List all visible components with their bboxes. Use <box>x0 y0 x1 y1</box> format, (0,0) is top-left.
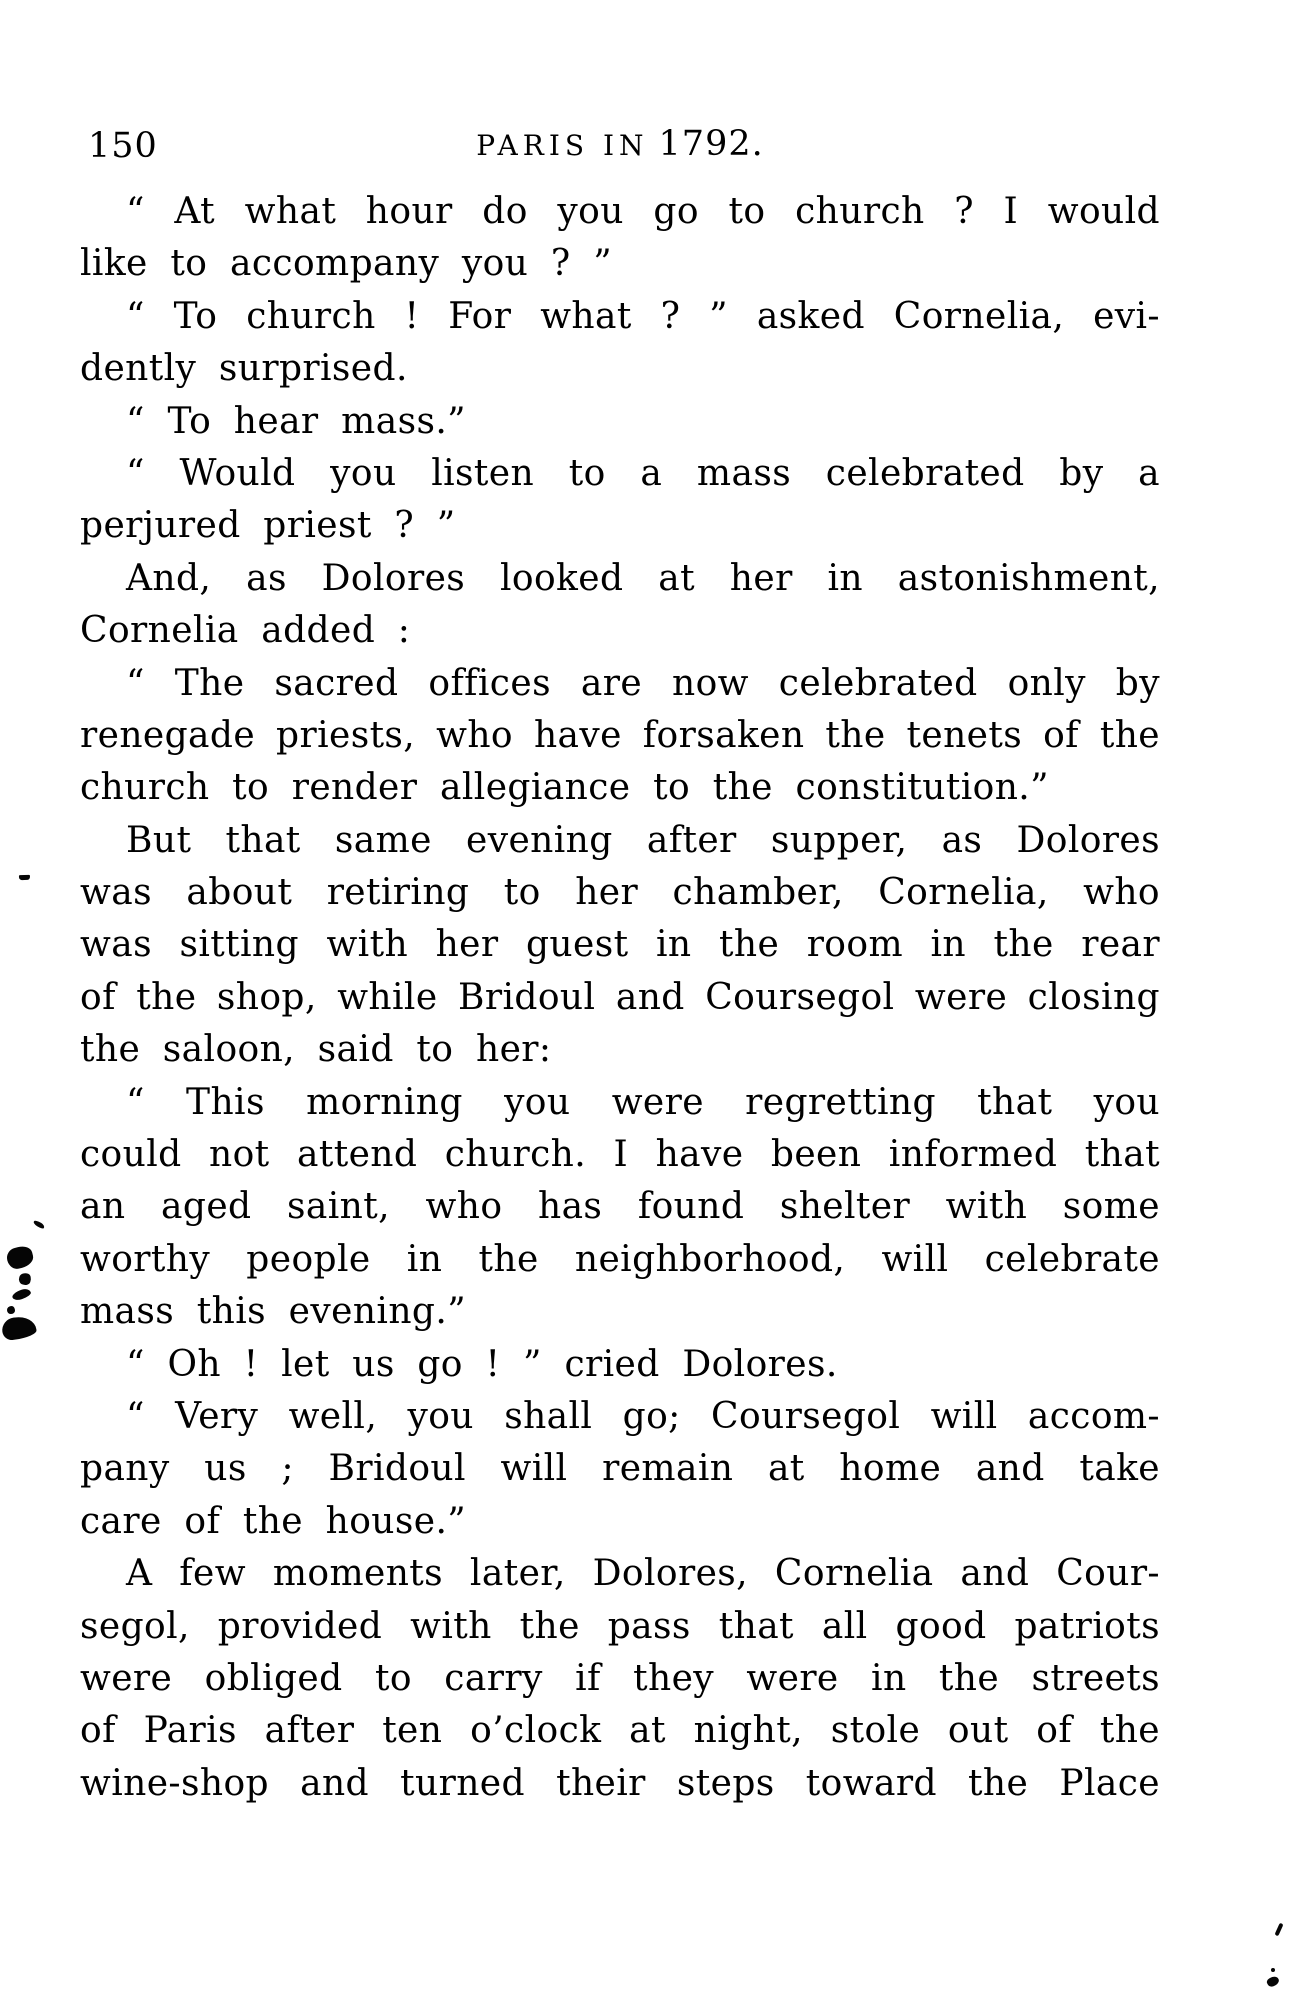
text-line: was about retiring to her chamber, Cornelia, who <box>80 872 1160 914</box>
margin-dash-mark <box>19 875 30 880</box>
text-line: an aged saint, who has found shelter with some <box>80 1186 1160 1228</box>
text-line: could not attend church. I have been informed that <box>80 1134 1160 1176</box>
text-line: renegade priests, who have forsaken the tenets of the <box>80 714 1160 756</box>
text-line: worthy people in the neighborhood, will celebrate <box>80 1238 1160 1280</box>
running-title-text: PARIS IN <box>476 129 649 162</box>
text-line: “ Very well, you shall go; Coursegol will accom- <box>126 1395 1160 1437</box>
text-line: And, as Dolores looked at her in astonishment, <box>126 557 1160 599</box>
text-line: care of the house.” <box>80 1500 467 1542</box>
text-line: “ Would you listen to a mass celebrated by a <box>126 452 1160 494</box>
page-header <box>80 124 1160 174</box>
body-text-block <box>80 186 1160 1810</box>
corner-speck <box>1266 1975 1281 1989</box>
running-title-year: 1792. <box>658 124 764 164</box>
ink-smudge <box>5 1244 35 1271</box>
text-line: like to accompany you ? ” <box>80 243 613 285</box>
text-line: Cornelia added : <box>80 610 411 652</box>
text-line: A few moments later, Dolores, Cornelia and Cour- <box>126 1553 1160 1595</box>
text-line: mass this evening.” <box>80 1291 467 1333</box>
corner-speck <box>1271 1968 1275 1972</box>
text-line: perjured priest ? ” <box>80 505 456 547</box>
text-line: were obliged to carry if they were in the streets <box>80 1657 1160 1699</box>
text-line: the saloon, said to her: <box>80 1029 552 1071</box>
text-line: was sitting with her guest in the room in the rear <box>80 924 1160 966</box>
ink-smudge <box>1 1315 38 1342</box>
text-line: “ To church ! For what ? ” asked Cornelia, evi- <box>126 295 1160 337</box>
running-title <box>80 124 1160 164</box>
text-line: “ Oh ! let us go ! ” cried Dolores. <box>126 1343 838 1385</box>
text-line: “ This morning you were regretting that you <box>126 1081 1160 1123</box>
text-line: wine-shop and turned their steps toward the Place <box>80 1762 1160 1804</box>
text-line: segol, provided with the pass that all good patriots <box>80 1605 1160 1647</box>
text-line: of Paris after ten o’clock at night, stole out of the <box>80 1710 1160 1752</box>
ink-smudge <box>11 1287 32 1301</box>
text-line: “ To hear mass.” <box>126 400 466 442</box>
page-number: 150 <box>88 126 158 166</box>
ink-smudge <box>17 1271 32 1286</box>
text-line: dently surprised. <box>80 348 408 390</box>
text-line: But that same evening after supper, as Dolores <box>126 819 1160 861</box>
text-line: of the shop, while Bridoul and Coursegol were closing <box>80 976 1160 1018</box>
text-line: “ At what hour do you go to church ? I would <box>126 191 1160 232</box>
text-line: pany us ; Bridoul will remain at home and take <box>80 1448 1160 1490</box>
text-line: “ The sacred offices are now celebrated only by <box>126 662 1160 704</box>
ink-smudge <box>7 1306 15 1314</box>
ink-smudge <box>33 1219 46 1230</box>
corner-speck <box>1275 1923 1284 1937</box>
text-line: church to render allegiance to the constitution.” <box>80 767 1049 809</box>
